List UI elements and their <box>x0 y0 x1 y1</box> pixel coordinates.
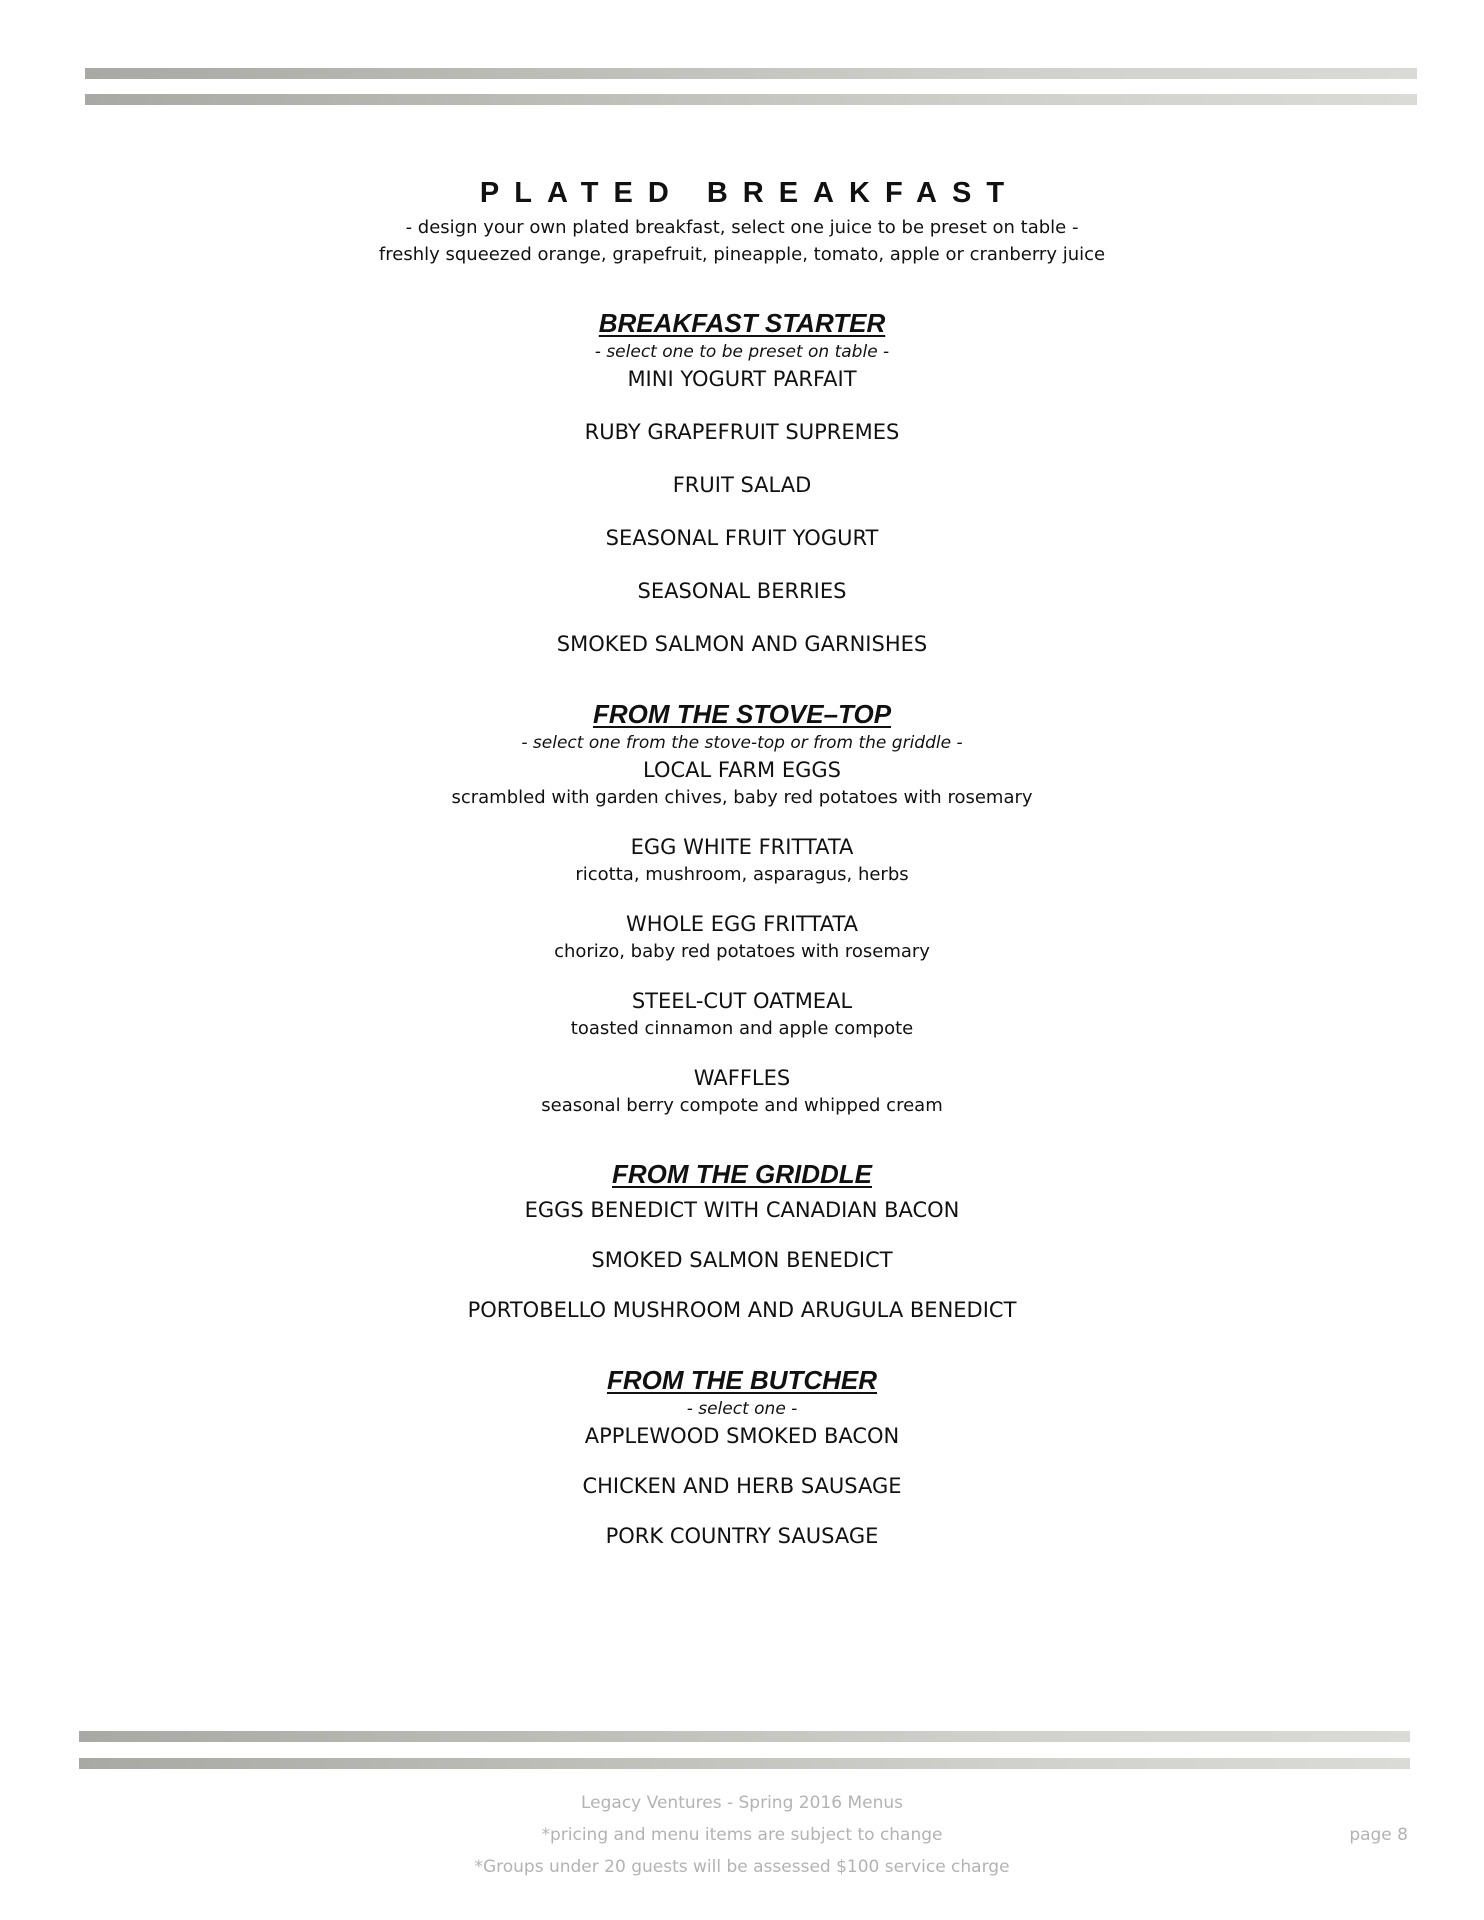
menu-item-name: EGG WHITE FRITTATA <box>630 835 854 859</box>
footer-line-company: Legacy Ventures - Spring 2016 Menus <box>581 1793 903 1813</box>
menu-item <box>0 986 1484 1042</box>
menu-item-name: PORK COUNTRY SAUSAGE <box>605 1524 879 1548</box>
bottom-divider-bar-1 <box>79 1731 1410 1742</box>
menu-item-name: SEASONAL BERRIES <box>637 579 847 603</box>
menu-item <box>0 364 1484 394</box>
section-note: - select one from the stove-top or from the griddle - <box>521 733 963 753</box>
menu-item-name: SMOKED SALMON BENEDICT <box>591 1248 893 1272</box>
menu-item-name: SMOKED SALMON AND GARNISHES <box>556 632 928 656</box>
intro-line-2: freshly squeezed orange, grapefruit, pineapple, tomato, apple or cranberry juice <box>378 244 1106 265</box>
menu-item-name: APPLEWOOD SMOKED BACON <box>584 1424 900 1448</box>
menu-item-name: FRUIT SALAD <box>672 473 812 497</box>
section-title: FROM THE GRIDDLE <box>612 1159 872 1189</box>
menu-item <box>0 832 1484 888</box>
menu-item-description: toasted cinnamon and apple compote <box>570 1018 914 1039</box>
menu-item-name: SEASONAL FRUIT YOGURT <box>605 526 879 550</box>
menu-item-name: CHICKEN AND HERB SAUSAGE <box>582 1474 902 1498</box>
menu-content <box>0 172 1484 1551</box>
menu-item-name: WHOLE EGG FRITTATA <box>625 912 859 936</box>
menu-item <box>0 1245 1484 1275</box>
menu-item <box>0 1521 1484 1551</box>
section-breakfast-starter <box>0 306 1484 659</box>
intro-line-1: - design your own plated breakfast, select one juice to be preset on table - <box>405 217 1079 238</box>
footer <box>0 1787 1484 1883</box>
menu-item <box>0 1063 1484 1119</box>
section-note: - select one to be preset on table - <box>594 342 890 362</box>
menu-item-name: LOCAL FARM EGGS <box>643 758 841 782</box>
menu-item-name: RUBY GRAPEFRUIT SUPREMES <box>584 420 900 444</box>
menu-item-name: EGGS BENEDICT WITH CANADIAN BACON <box>524 1198 960 1222</box>
footer-line-service-charge: *Groups under 20 guests will be assessed $100 service charge <box>474 1857 1010 1877</box>
menu-item-description: ricotta, mushroom, asparagus, herbs <box>575 864 909 885</box>
menu-item <box>0 470 1484 500</box>
menu-item <box>0 1295 1484 1325</box>
menu-item <box>0 755 1484 811</box>
menu-item <box>0 1471 1484 1501</box>
menu-item-name: WAFFLES <box>693 1066 791 1090</box>
menu-item <box>0 1195 1484 1225</box>
section-griddle <box>0 1157 1484 1325</box>
menu-item <box>0 909 1484 965</box>
section-title: BREAKFAST STARTER <box>598 308 886 338</box>
menu-item <box>0 1421 1484 1451</box>
menu-item <box>0 417 1484 447</box>
menu-item-name: STEEL-CUT OATMEAL <box>631 989 853 1013</box>
section-stove-top <box>0 697 1484 1119</box>
top-divider-bar-2 <box>85 94 1417 105</box>
menu-item-description: seasonal berry compote and whipped cream <box>541 1095 943 1116</box>
menu-item-description: chorizo, baby red potatoes with rosemary <box>554 941 930 962</box>
section-butcher <box>0 1363 1484 1551</box>
menu-item <box>0 523 1484 553</box>
menu-item-name: PORTOBELLO MUSHROOM AND ARUGULA BENEDICT <box>467 1298 1017 1322</box>
top-divider-bar-1 <box>85 68 1417 79</box>
section-title: FROM THE STOVE–TOP <box>592 699 892 729</box>
section-note: - select one - <box>686 1399 798 1419</box>
menu-item <box>0 629 1484 659</box>
bottom-divider-bar-2 <box>79 1758 1410 1769</box>
menu-item-description: scrambled with garden chives, baby red potatoes with rosemary <box>451 787 1033 808</box>
menu-item-name: MINI YOGURT PARFAIT <box>627 367 857 391</box>
section-title: FROM THE BUTCHER <box>606 1365 878 1395</box>
page-number: page 8 <box>1349 1825 1408 1845</box>
footer-line-pricing: *pricing and menu items are subject to change <box>541 1825 943 1845</box>
page-title: PLATED BREAKFAST <box>479 177 1020 209</box>
menu-item <box>0 576 1484 606</box>
